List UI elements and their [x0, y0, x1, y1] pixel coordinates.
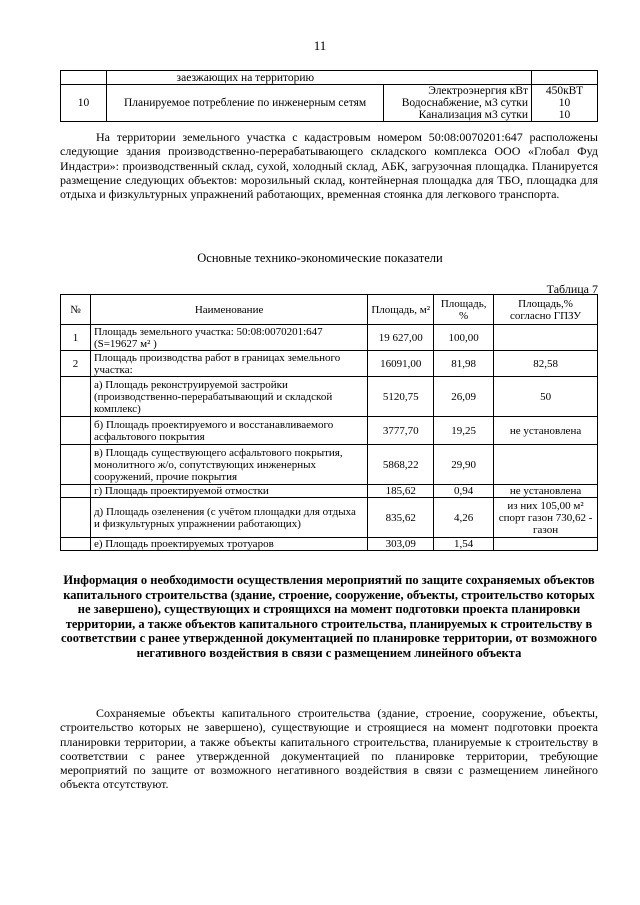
utilities-table	[60, 70, 598, 122]
row-label: Планируемое потребление по инженерным сетям	[106, 85, 383, 122]
indicators-table	[60, 294, 598, 551]
utility-value: 450кВТ	[532, 85, 598, 98]
header-area-m2: Площадь, м²	[368, 295, 434, 325]
header-name: Наименование	[90, 295, 367, 325]
utility-name: Электроэнергия кВт	[384, 85, 532, 98]
table-row: 2 Площадь производства работ в границах земельного участка: 16091,00 81,98 82,58	[61, 351, 598, 377]
table-row: в) Площадь существующего асфальтового покрытия, монолитного ж/о, сопутствующих инженерных сооружений, прочие покрытия 5868,22 29,90	[61, 445, 598, 485]
utility-name: Водоснабжение, м3 сутки	[384, 97, 532, 109]
table-row: б) Площадь проектируемого и восстанавливаемого асфальтового покрытия 3777,70 19,25 не установлена	[61, 417, 598, 445]
table-caption: Таблица 7	[546, 282, 598, 296]
utility-value: 10	[532, 109, 598, 122]
table-row: г) Площадь проектируемой отмостки 185,62 0,94 не установлена	[61, 485, 598, 498]
continuation-cell: заезжающих на территорию	[106, 71, 383, 85]
territory-paragraph: На территории земельного участка с кадастровым номером 50:08:0070201:647 расположены следующие здания производственно-перерабатывающего складского комплекса ООО «Глобал Фуд Индастри»: производственный склад, сухой, холодный склад, АБК, загрузочная площадка. Планируется размещение следующих объектов: морозильный склад, контейнерная площадка для ТБО, площадка для отдыха и физкультурных упражнений работающих, временная стоянка для легкового транспорта.	[60, 130, 598, 202]
table-row: а) Площадь реконструируемой застройки (производственно-перерабатывающий и складской комплекс) 5120,75 26,09 50	[61, 377, 598, 417]
header-num: №	[61, 295, 91, 325]
header-area-pct: Площадь, %	[434, 295, 494, 325]
table-row: д) Площадь озеленения (с учётом площадки для отдыха и физкультурных упражнении работающих) 835,62 4,26 из них 105,00 м² спорт газон 730,62 - газон	[61, 498, 598, 538]
table-row: е) Площадь проектируемых тротуаров 303,09 1,54	[61, 538, 598, 551]
header-area-gpzu: Площадь,% согласно ГПЗУ	[494, 295, 598, 325]
row-number: 10	[61, 85, 107, 122]
protection-paragraph: Сохраняемые объекты капитального строительства (здание, строение, сооружение, объекты, строительство которых не завершено), существующие и строящиеся на момент подготовки проекта планировки территории, а также объекты капитального строительства, планируемые к строительству в соответствии с ранее утвержденной документацией по планировке территории, требующие мероприятий по защите от возможного негативного воздействия в связи с размещением линейного объекта отсутствуют.	[60, 706, 598, 792]
utility-value: 10	[532, 97, 598, 109]
section-title: Основные технико-экономические показатели	[197, 251, 443, 265]
utility-name: Канализация м3 сутки	[384, 109, 532, 122]
table-row: 1 Площадь земельного участка: 50:08:0070201:647 (S=19627 м² ) 19 627,00 100,00	[61, 325, 598, 351]
protection-heading: Информация о необходимости осуществления мероприятий по защите сохраняемых объектов капитального строительства (здание, строение, сооружение, объекты, строительство которых не завершено), существующих и строящихся на момент подготовки проекта планировки территории, а также объектов капитального строительства, планируемых к строительству в соответствии с ранее утвержденной документацией по планировке территории, от возможного негативного воздействия в связи с размещением линейного объекта	[60, 573, 598, 660]
page-number: 11	[313, 38, 327, 53]
